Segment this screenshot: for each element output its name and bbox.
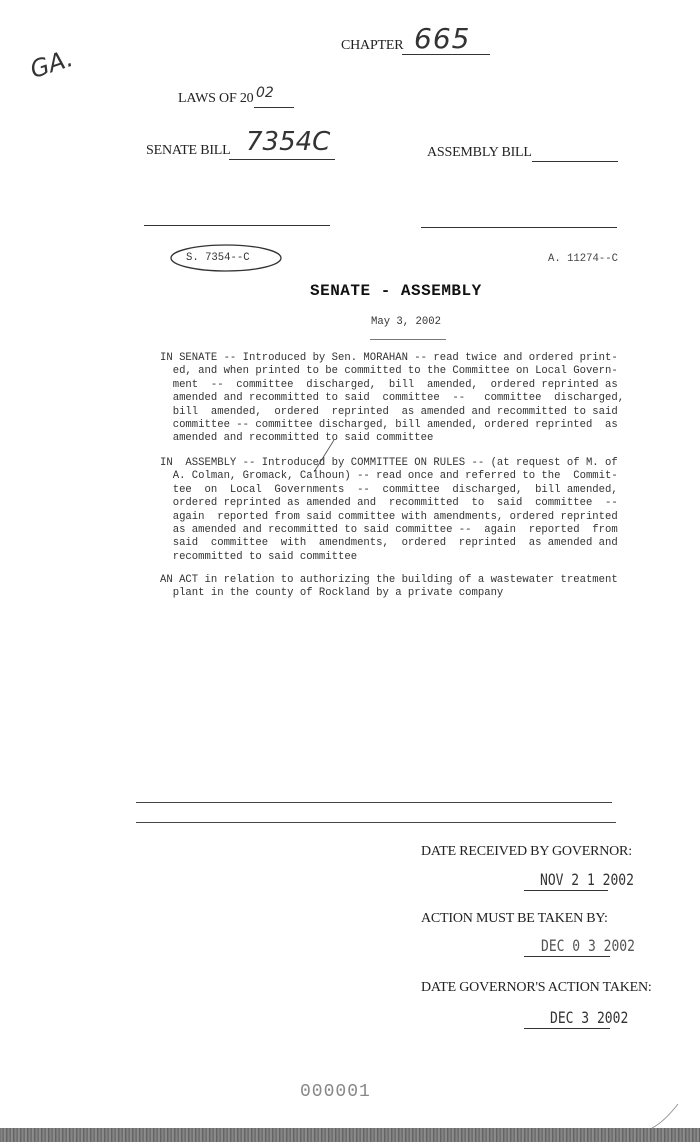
action-due-line: [524, 940, 610, 957]
assembly-bill-line: [532, 145, 618, 162]
assembly-bill-label: ASSEMBLY BILL: [427, 145, 532, 160]
page-number: 000001: [300, 1082, 371, 1102]
text-line: ordered reprinted as amended and recommitted to said committee --: [160, 497, 618, 510]
signature-line-left: [144, 212, 330, 226]
senate-history: [160, 352, 624, 446]
assembly-number: A. 11274--C: [548, 253, 618, 265]
text-line: committee -- committee discharged, bill amended, ordered reprinted as: [160, 419, 618, 432]
text-line: AN ACT in relation to authorizing the building of a wastewater treatment: [160, 574, 618, 586]
received-date: NOV 2 1 2002: [540, 871, 634, 890]
house-title: SENATE - ASSEMBLY: [310, 282, 482, 300]
text-line: IN ASSEMBLY -- Introduced by COMMITTEE ON RULES -- (at request of M. of: [160, 457, 618, 469]
text-line: said committee with amendments, ordered reprinted as amended and: [160, 537, 618, 550]
action-taken-line: [524, 1012, 610, 1029]
text-line: tee on Local Governments -- committee discharged, bill amended,: [160, 483, 618, 496]
senate-number: S. 7354--C: [186, 252, 250, 264]
received-label: DATE RECEIVED BY GOVERNOR:: [421, 844, 632, 859]
text-line: amended and recommitted to said committee -- committee discharged,: [160, 392, 625, 405]
text-line: A. Colman, Gromack, Calhoun) -- read once and referred to the Commit-: [160, 470, 618, 483]
date-underline: [370, 327, 446, 340]
rule-lower: [136, 822, 616, 823]
bill-date: May 3, 2002: [371, 316, 441, 328]
text-line: ment -- committee discharged, bill amended, ordered reprinted as: [160, 378, 618, 391]
senate-bill-label: SENATE BILL: [146, 143, 231, 158]
text-line: as amended and recommitted to said committee -- again reported from: [160, 524, 618, 537]
signature-line-right: [421, 214, 617, 228]
assembly-history: [160, 457, 618, 564]
text-line: again reported from said committee with amendments, ordered reprinted: [160, 510, 618, 523]
laws-year: 02: [256, 85, 274, 101]
text-line: IN SENATE -- Introduced by Sen. MORAHAN -- read twice and ordered print-: [160, 352, 618, 364]
text-line: amended and recommitted to said committee: [160, 432, 434, 445]
action-taken-date: DEC 3 2002: [550, 1009, 629, 1028]
text-line: recommitted to said committee: [160, 550, 358, 563]
action-due-date: DEC 0 3 2002: [541, 937, 635, 956]
laws-label: LAWS OF 20: [178, 91, 254, 106]
rule-upper: [136, 802, 612, 803]
act-title: [160, 574, 618, 601]
chapter-label: CHAPTER: [341, 38, 404, 53]
scan-edge: [0, 1128, 700, 1142]
text-line: plant in the county of Rockland by a private company: [160, 587, 504, 600]
corner-mark: [650, 1100, 680, 1130]
action-taken-label: DATE GOVERNOR'S ACTION TAKEN:: [421, 980, 652, 995]
text-line: bill amended, ordered reprinted as amended and recommitted to said: [160, 405, 618, 418]
received-date-line: [524, 874, 608, 891]
margin-note: GA.: [26, 44, 77, 84]
action-due-label: ACTION MUST BE TAKEN BY:: [421, 911, 608, 926]
senate-bill-number: 7354C: [246, 127, 331, 157]
chapter-number: 665: [414, 22, 471, 55]
text-line: ed, and when printed to be committed to the Committee on Local Govern-: [160, 365, 618, 378]
